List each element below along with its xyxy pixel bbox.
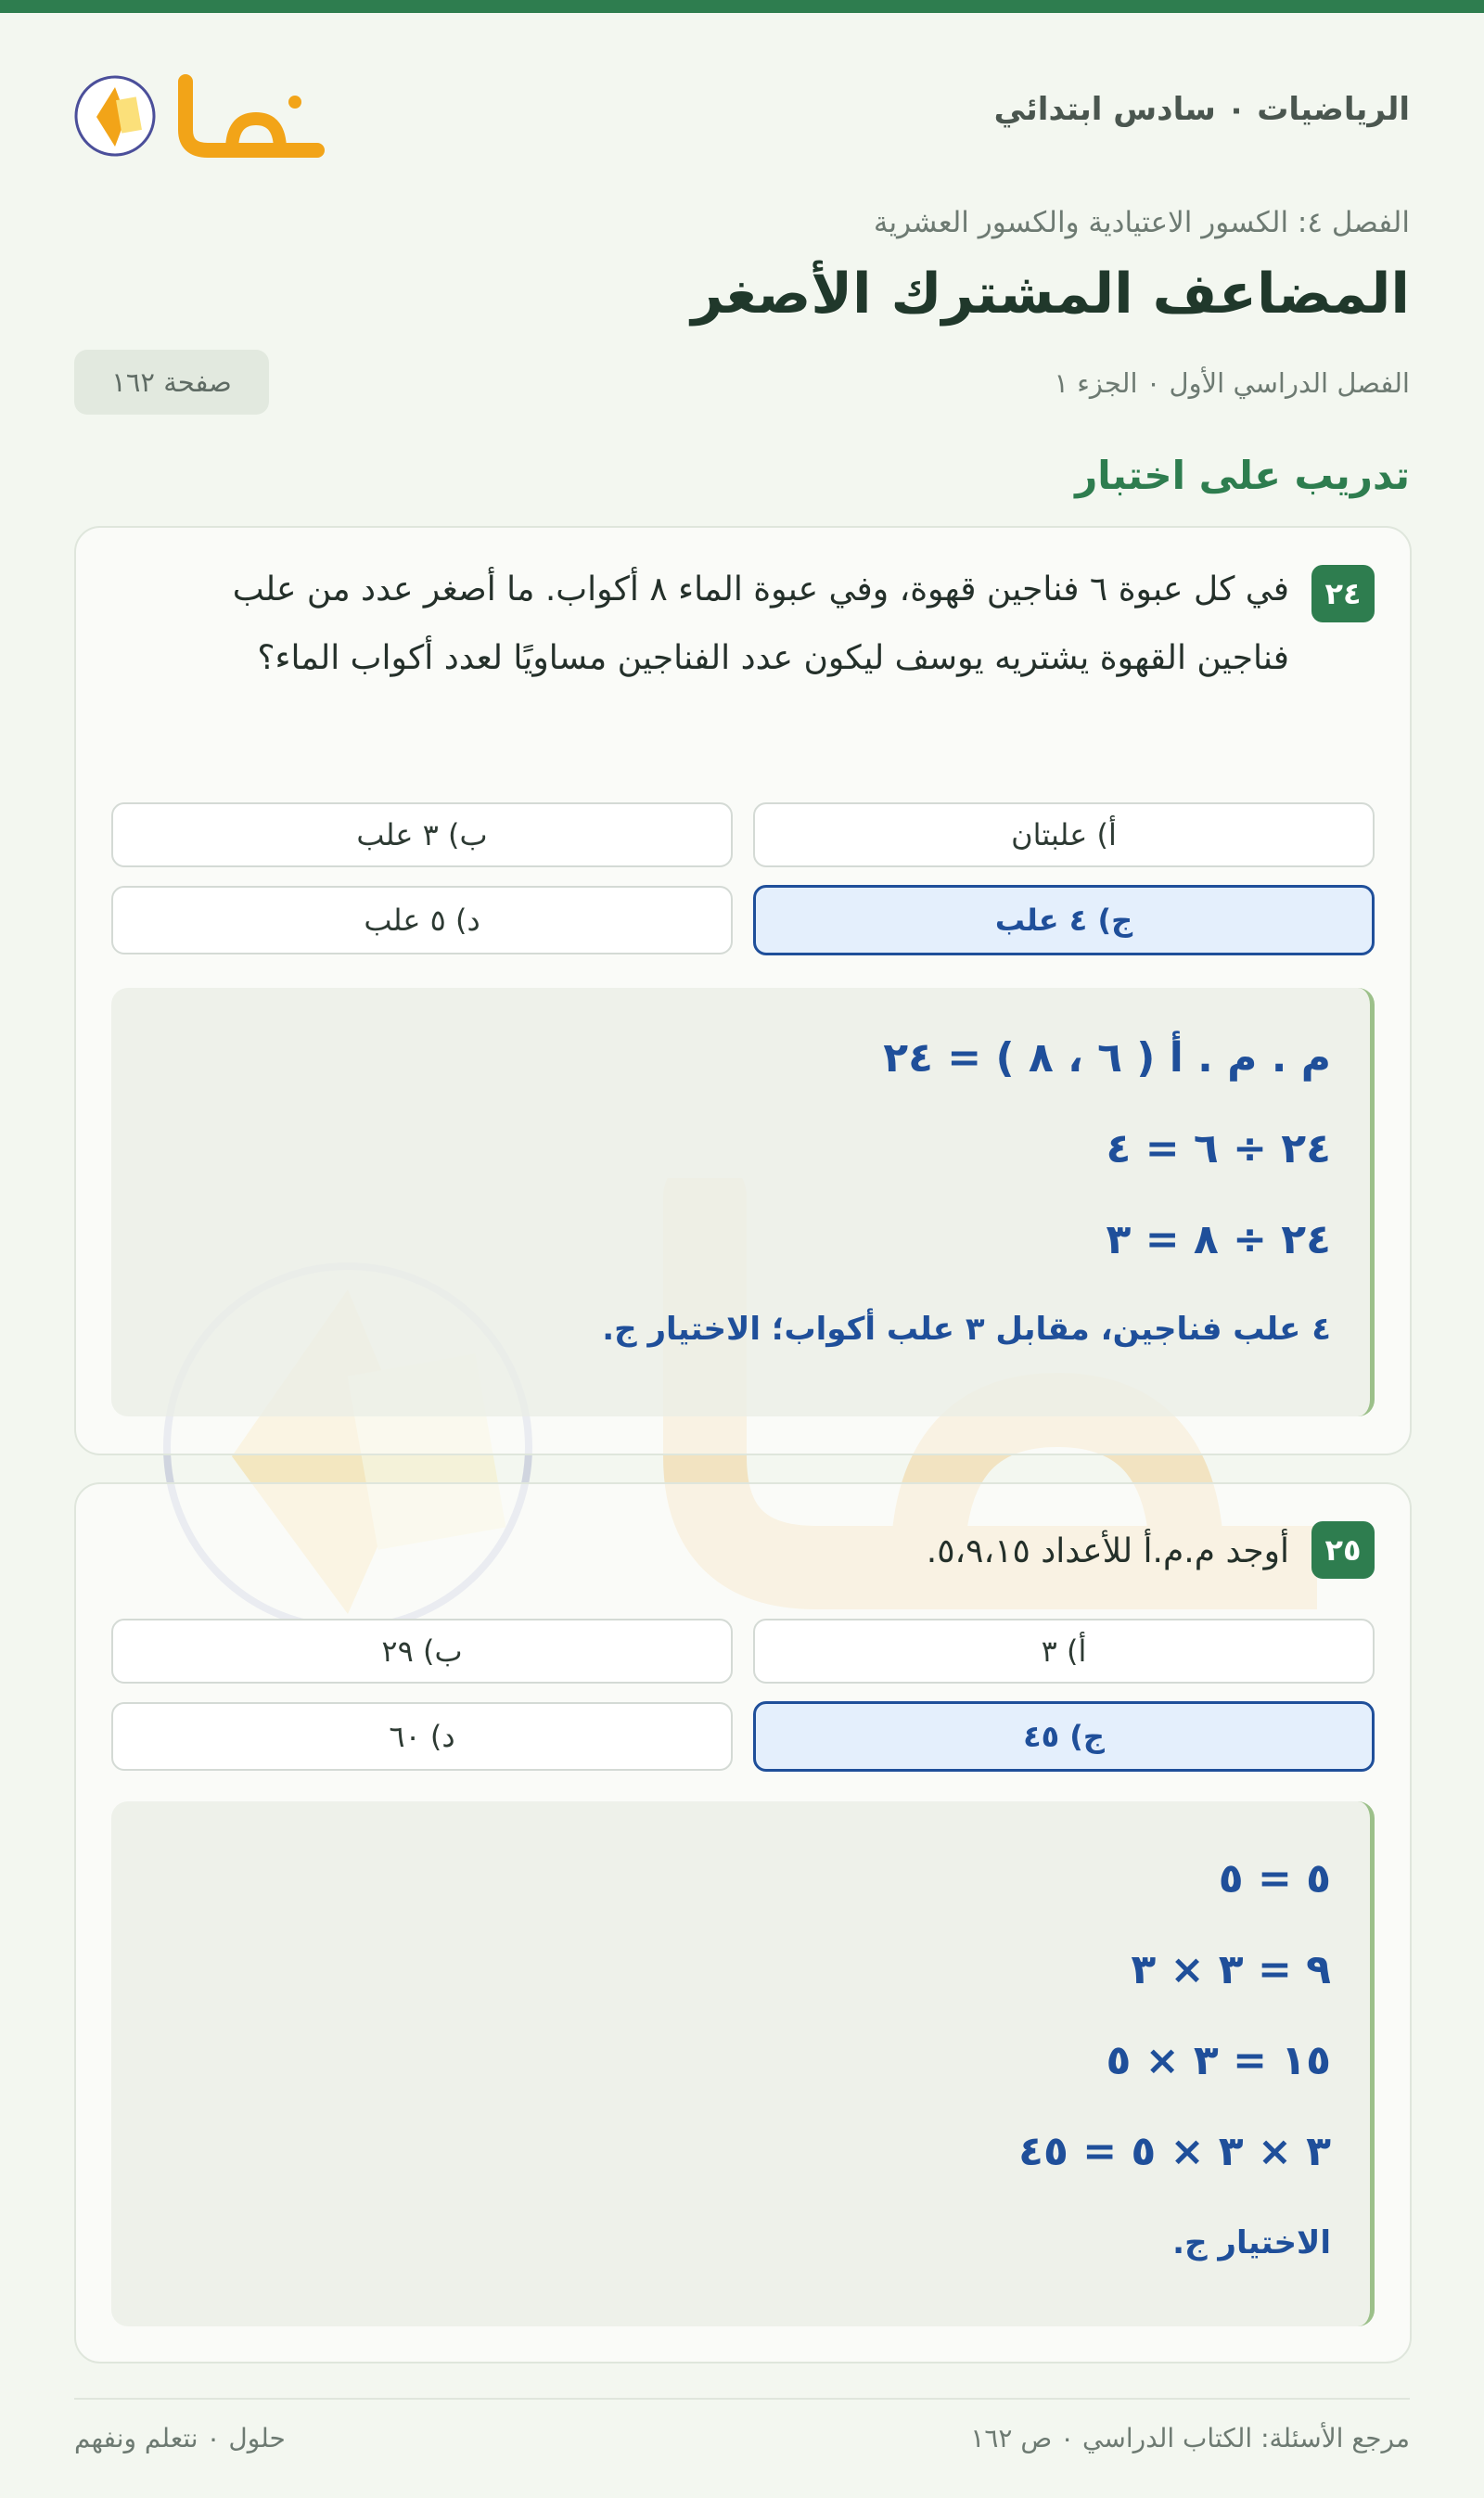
question-number: ٢٤ (1311, 565, 1375, 622)
option-a[interactable]: أ) ٣ (753, 1619, 1375, 1684)
solution-line: ٣ × ٣ × ٥ = ٤٥ (1018, 2128, 1331, 2175)
brand-logo[interactable] (74, 65, 334, 167)
option-d[interactable]: د) ٦٠ (111, 1702, 733, 1771)
subject-label: الرياضيات ٠ سادس ابتدائي (993, 91, 1410, 128)
footer-divider (74, 2398, 1410, 2400)
question-card (74, 526, 1412, 1455)
page-header (74, 56, 1410, 176)
question-text: في كل عبوة ٦ فناجين قهوة، وفي عبوة الماء ٨ أكواب. ما أصغر عدد من علب فناجين القهوة يشتريه يوسف ليكون عدد الفناجين مساويًا لعدد أكواب الماء؟ (232, 570, 1289, 677)
solution-line: ٥ = ٥ (1218, 1855, 1331, 1902)
solution-line: ٩ = ٣ × ٣ (1131, 1946, 1331, 1993)
option-c-selected[interactable]: ج) ٤٥ (753, 1701, 1375, 1772)
solution-line: ١٥ = ٣ × ٥ (1106, 2037, 1331, 2084)
solution-line: م . م . أ ( ٦ ، ٨ ) = ٢٤ (883, 1034, 1331, 1082)
lesson-title: المضاعف المشترك الأصغر (691, 262, 1410, 327)
option-b[interactable]: ب) ٢٩ (111, 1619, 733, 1684)
solution-line: ٢٤ ÷ ٦ = ٤ (1106, 1125, 1331, 1172)
solution-note: الاختيار ج. (1172, 2224, 1331, 2261)
footer-reference: مرجع الأسئلة: الكتاب الدراسي ٠ ص ١٦٢ (970, 2423, 1410, 2453)
top-accent-bar (0, 0, 1484, 13)
solution-box (111, 988, 1375, 1416)
solution-note: ٤ علب فناجين، مقابل ٣ علب أكواب؛ الاختيار ج. (602, 1311, 1331, 1348)
semester-label: الفصل الدراسي الأول ٠ الجزء ١ (1054, 367, 1410, 399)
chapter-title: الفصل ٤: الكسور الاعتيادية والكسور العشرية (873, 206, 1410, 239)
option-b[interactable]: ب) ٣ علب (111, 802, 733, 867)
question-text: أوجد م.م.أ للأعداد ٥،٩،١٥. (926, 1532, 1289, 1570)
question-number: ٢٥ (1311, 1521, 1375, 1579)
question-card (74, 1482, 1412, 2363)
page-badge: صفحة ١٦٢ (74, 350, 269, 415)
footer-tagline: حلول ٠ نتعلم ونفهم (74, 2423, 286, 2453)
option-a[interactable]: أ) علبتان (753, 802, 1375, 867)
section-title: تدريب على اختبار (1075, 453, 1410, 498)
option-d[interactable]: د) ٥ علب (111, 886, 733, 954)
solution-line: ٢٤ ÷ ٨ = ٣ (1106, 1216, 1331, 1263)
solution-box (111, 1801, 1375, 2326)
option-c-selected[interactable]: ج) ٤ علب (753, 885, 1375, 955)
